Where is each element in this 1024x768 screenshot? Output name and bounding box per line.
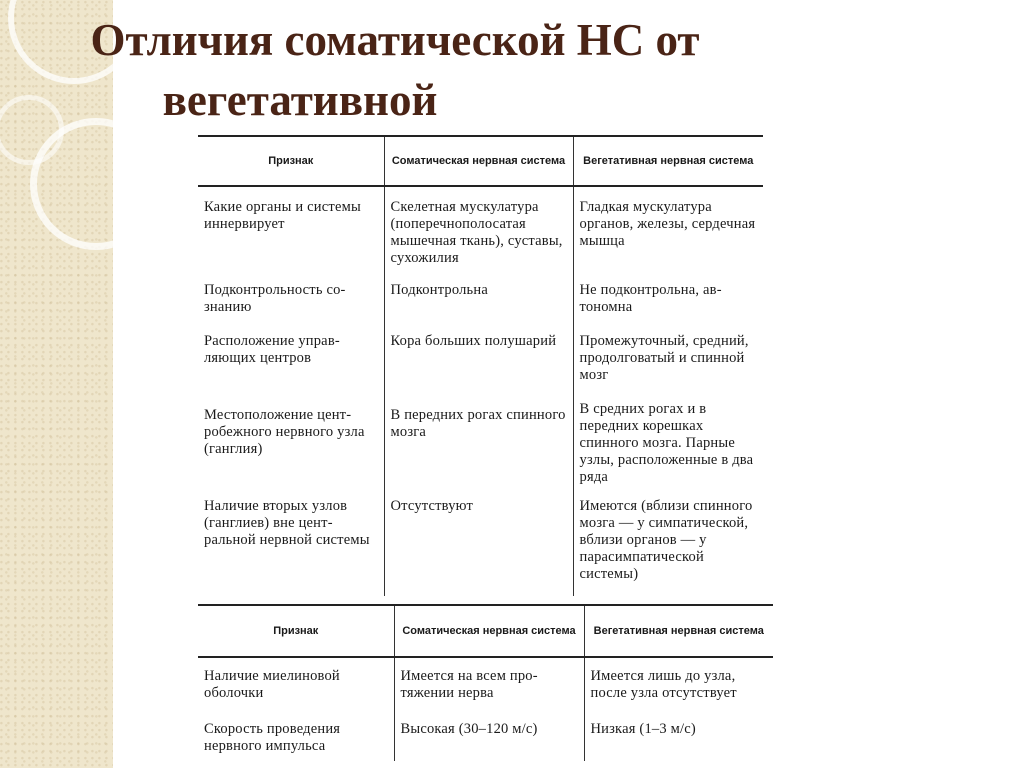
header-cell: Вегетативная нервная система: [573, 136, 763, 186]
table-row: [198, 389, 763, 486]
table-cell: Наличие миелиновой оболочки: [204, 668, 340, 701]
table-row: [198, 657, 773, 711]
table-cell: Имеется лишь до узла, после узла отсутствует: [584, 657, 773, 711]
table-cell: Расположение управляющих центров: [204, 333, 340, 366]
header-cell: Соматическая нервная система: [384, 136, 573, 186]
header-cell: Признак: [198, 136, 384, 186]
table-row: [198, 321, 763, 389]
table-row: [198, 711, 773, 761]
table-cell: Наличие вторых узлов (ганглиев) вне центральной нервной системы: [204, 498, 370, 548]
table-cell: Имеются (вблизи спинного мозга — у симпатической, вблизи органов — у парасимпатической системы): [573, 486, 763, 596]
table-cell: Промежуточный, средний, продолговатый и спинной мозг: [573, 321, 763, 389]
table-cell: Отсутствуют: [384, 486, 573, 596]
slide-title-line-2: вегетативной: [162, 75, 438, 125]
table-header-row: [198, 136, 763, 186]
table-cell: В передних рогах спинного мозга: [384, 389, 573, 486]
table-row: [198, 186, 763, 270]
table-row: [198, 486, 763, 596]
slide-title-line-1: Отличия соматической НС от: [90, 15, 700, 65]
table-header-row: [198, 605, 773, 657]
table-cell: Гладкая мускулатура органов, железы, сердечная мышца: [573, 186, 763, 270]
table-row: [198, 270, 763, 321]
table-cell: Местоположение центробежного нервного узла (ганглия): [204, 407, 365, 457]
slide-title: [0, 10, 1000, 130]
table-cell: Скелетная мускулатура (поперечнополосатая мышечная ткань), суставы, сухожилия: [384, 186, 573, 270]
table-cell: Высокая (30–120 м/с): [394, 711, 584, 761]
table-cell: Скорость проведения нервного импульса: [204, 721, 341, 754]
table-cell: Не подконтрольна, автономна: [573, 270, 763, 321]
table-cell: Подконтрольность сознанию: [204, 282, 346, 315]
table-cell: Кора больших полушарий: [384, 321, 573, 389]
header-cell: Соматическая нервная система: [394, 605, 584, 657]
comparison-table-1: [198, 135, 763, 596]
comparison-table-2: [198, 604, 773, 761]
header-cell: Признак: [198, 605, 394, 657]
table-cell: В средних рогах и в передних корешках спинного мозга. Парные узлы, расположенные в два ряда: [573, 389, 763, 486]
table-cell: Низкая (1–3 м/с): [584, 711, 773, 761]
table-cell: Имеется на всем протяжении нерва: [394, 657, 584, 711]
table-cell: Какие органы и системы иннервирует: [204, 199, 361, 232]
table-cell: Подконтрольна: [384, 270, 573, 321]
header-cell: Вегетативная нервная система: [584, 605, 773, 657]
